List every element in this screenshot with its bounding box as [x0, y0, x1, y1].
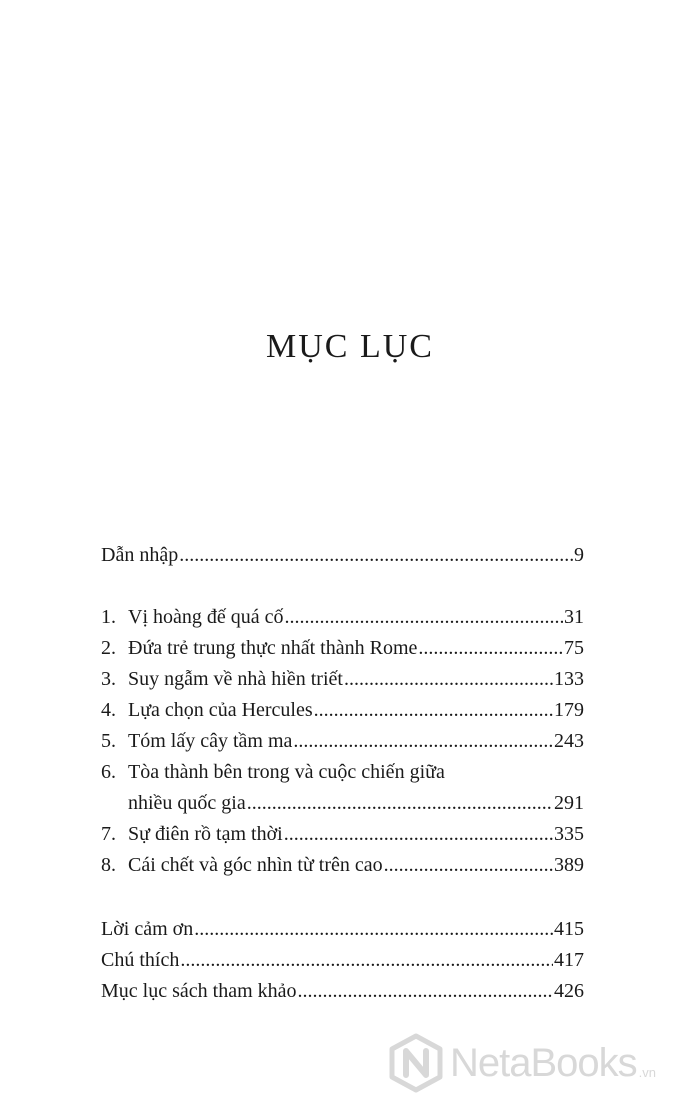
toc-page-number: 179: [554, 699, 584, 721]
toc-entry-notes[interactable]: [101, 945, 584, 976]
toc-entry-chapter-1[interactable]: [101, 602, 584, 633]
dot-leader: [194, 914, 553, 945]
dot-leader: [247, 788, 553, 819]
toc-entry-label: Mục lục sách tham khảo: [101, 980, 297, 1002]
toc-page-number: 31: [564, 606, 584, 628]
watermark-brand: NetaBooks: [450, 1040, 637, 1085]
toc-page-number: 243: [554, 730, 584, 752]
toc-entry-chapter-6[interactable]: [101, 757, 584, 788]
chapter-number: 2.: [101, 637, 116, 659]
dot-leader: [293, 726, 553, 757]
toc-page-number: 426: [554, 980, 584, 1002]
toc-entry-chapter-5[interactable]: [101, 726, 584, 757]
netabooks-logo-icon: [388, 1033, 444, 1093]
toc-entry-chapter-4[interactable]: [101, 695, 584, 726]
dot-leader: [284, 819, 553, 850]
chapter-number: 1.: [101, 606, 116, 628]
toc-page-number: 415: [554, 918, 584, 940]
toc-entry-chapter-8[interactable]: [101, 850, 584, 881]
toc-entry-label: Chú thích: [101, 949, 180, 971]
toc-entry-label: Tòa thành bên trong và cuộc chiến giữa: [128, 761, 445, 783]
watermark-suffix: .vn: [638, 1065, 657, 1080]
table-of-contents: [101, 540, 584, 1007]
toc-entry-chapter-6-continued[interactable]: [101, 788, 584, 819]
toc-entry-intro[interactable]: [101, 540, 584, 571]
dot-leader: [344, 664, 553, 695]
toc-page-number: 133: [554, 668, 584, 690]
toc-entry-chapter-2[interactable]: [101, 633, 584, 664]
dot-leader: [314, 695, 553, 726]
toc-page-number: 389: [554, 854, 584, 876]
toc-entry-label-continued: nhiều quốc gia: [128, 792, 246, 814]
toc-entry-label: Cái chết và góc nhìn từ trên cao: [128, 854, 383, 876]
toc-entry-chapter-7[interactable]: [101, 819, 584, 850]
toc-entry-chapter-3[interactable]: [101, 664, 584, 695]
page-title: MỤC LỤC: [266, 328, 434, 365]
chapter-number: 6.: [101, 761, 116, 783]
chapter-number: 3.: [101, 668, 116, 690]
toc-entry-label: Lời cảm ơn: [101, 918, 194, 940]
toc-entry-label: Dẫn nhập: [101, 544, 179, 566]
toc-entry-label: Sự điên rồ tạm thời: [128, 823, 283, 845]
toc-entry-label: Đứa trẻ trung thực nhất thành Rome: [128, 637, 418, 659]
toc-entry-label: Suy ngẫm về nhà hiền triết: [128, 668, 343, 690]
chapter-number: 4.: [101, 699, 116, 721]
toc-entry-label: Lựa chọn của Hercules: [128, 699, 313, 721]
dot-leader: [298, 976, 554, 1007]
toc-page-number: 75: [564, 637, 584, 659]
dot-leader: [180, 945, 553, 976]
toc-entry-bibliography[interactable]: [101, 976, 584, 1007]
chapter-number: 8.: [101, 854, 116, 876]
toc-page-number: 291: [554, 792, 584, 814]
dot-leader: [418, 633, 563, 664]
toc-page-number: 335: [554, 823, 584, 845]
toc-entry-label: Tóm lấy cây tầm ma: [128, 730, 293, 752]
toc-page-number: 417: [554, 949, 584, 971]
toc-entry-label: Vị hoàng đế quá cố: [128, 606, 284, 628]
toc-page-number: 9: [574, 544, 584, 566]
dot-leader: [179, 540, 573, 571]
netabooks-watermark: [388, 1028, 700, 1098]
toc-entry-acknowledgements[interactable]: [101, 914, 584, 945]
dot-leader: [285, 602, 563, 633]
dot-leader: [384, 850, 553, 881]
chapter-number: 5.: [101, 730, 116, 752]
chapter-number: 7.: [101, 823, 116, 845]
